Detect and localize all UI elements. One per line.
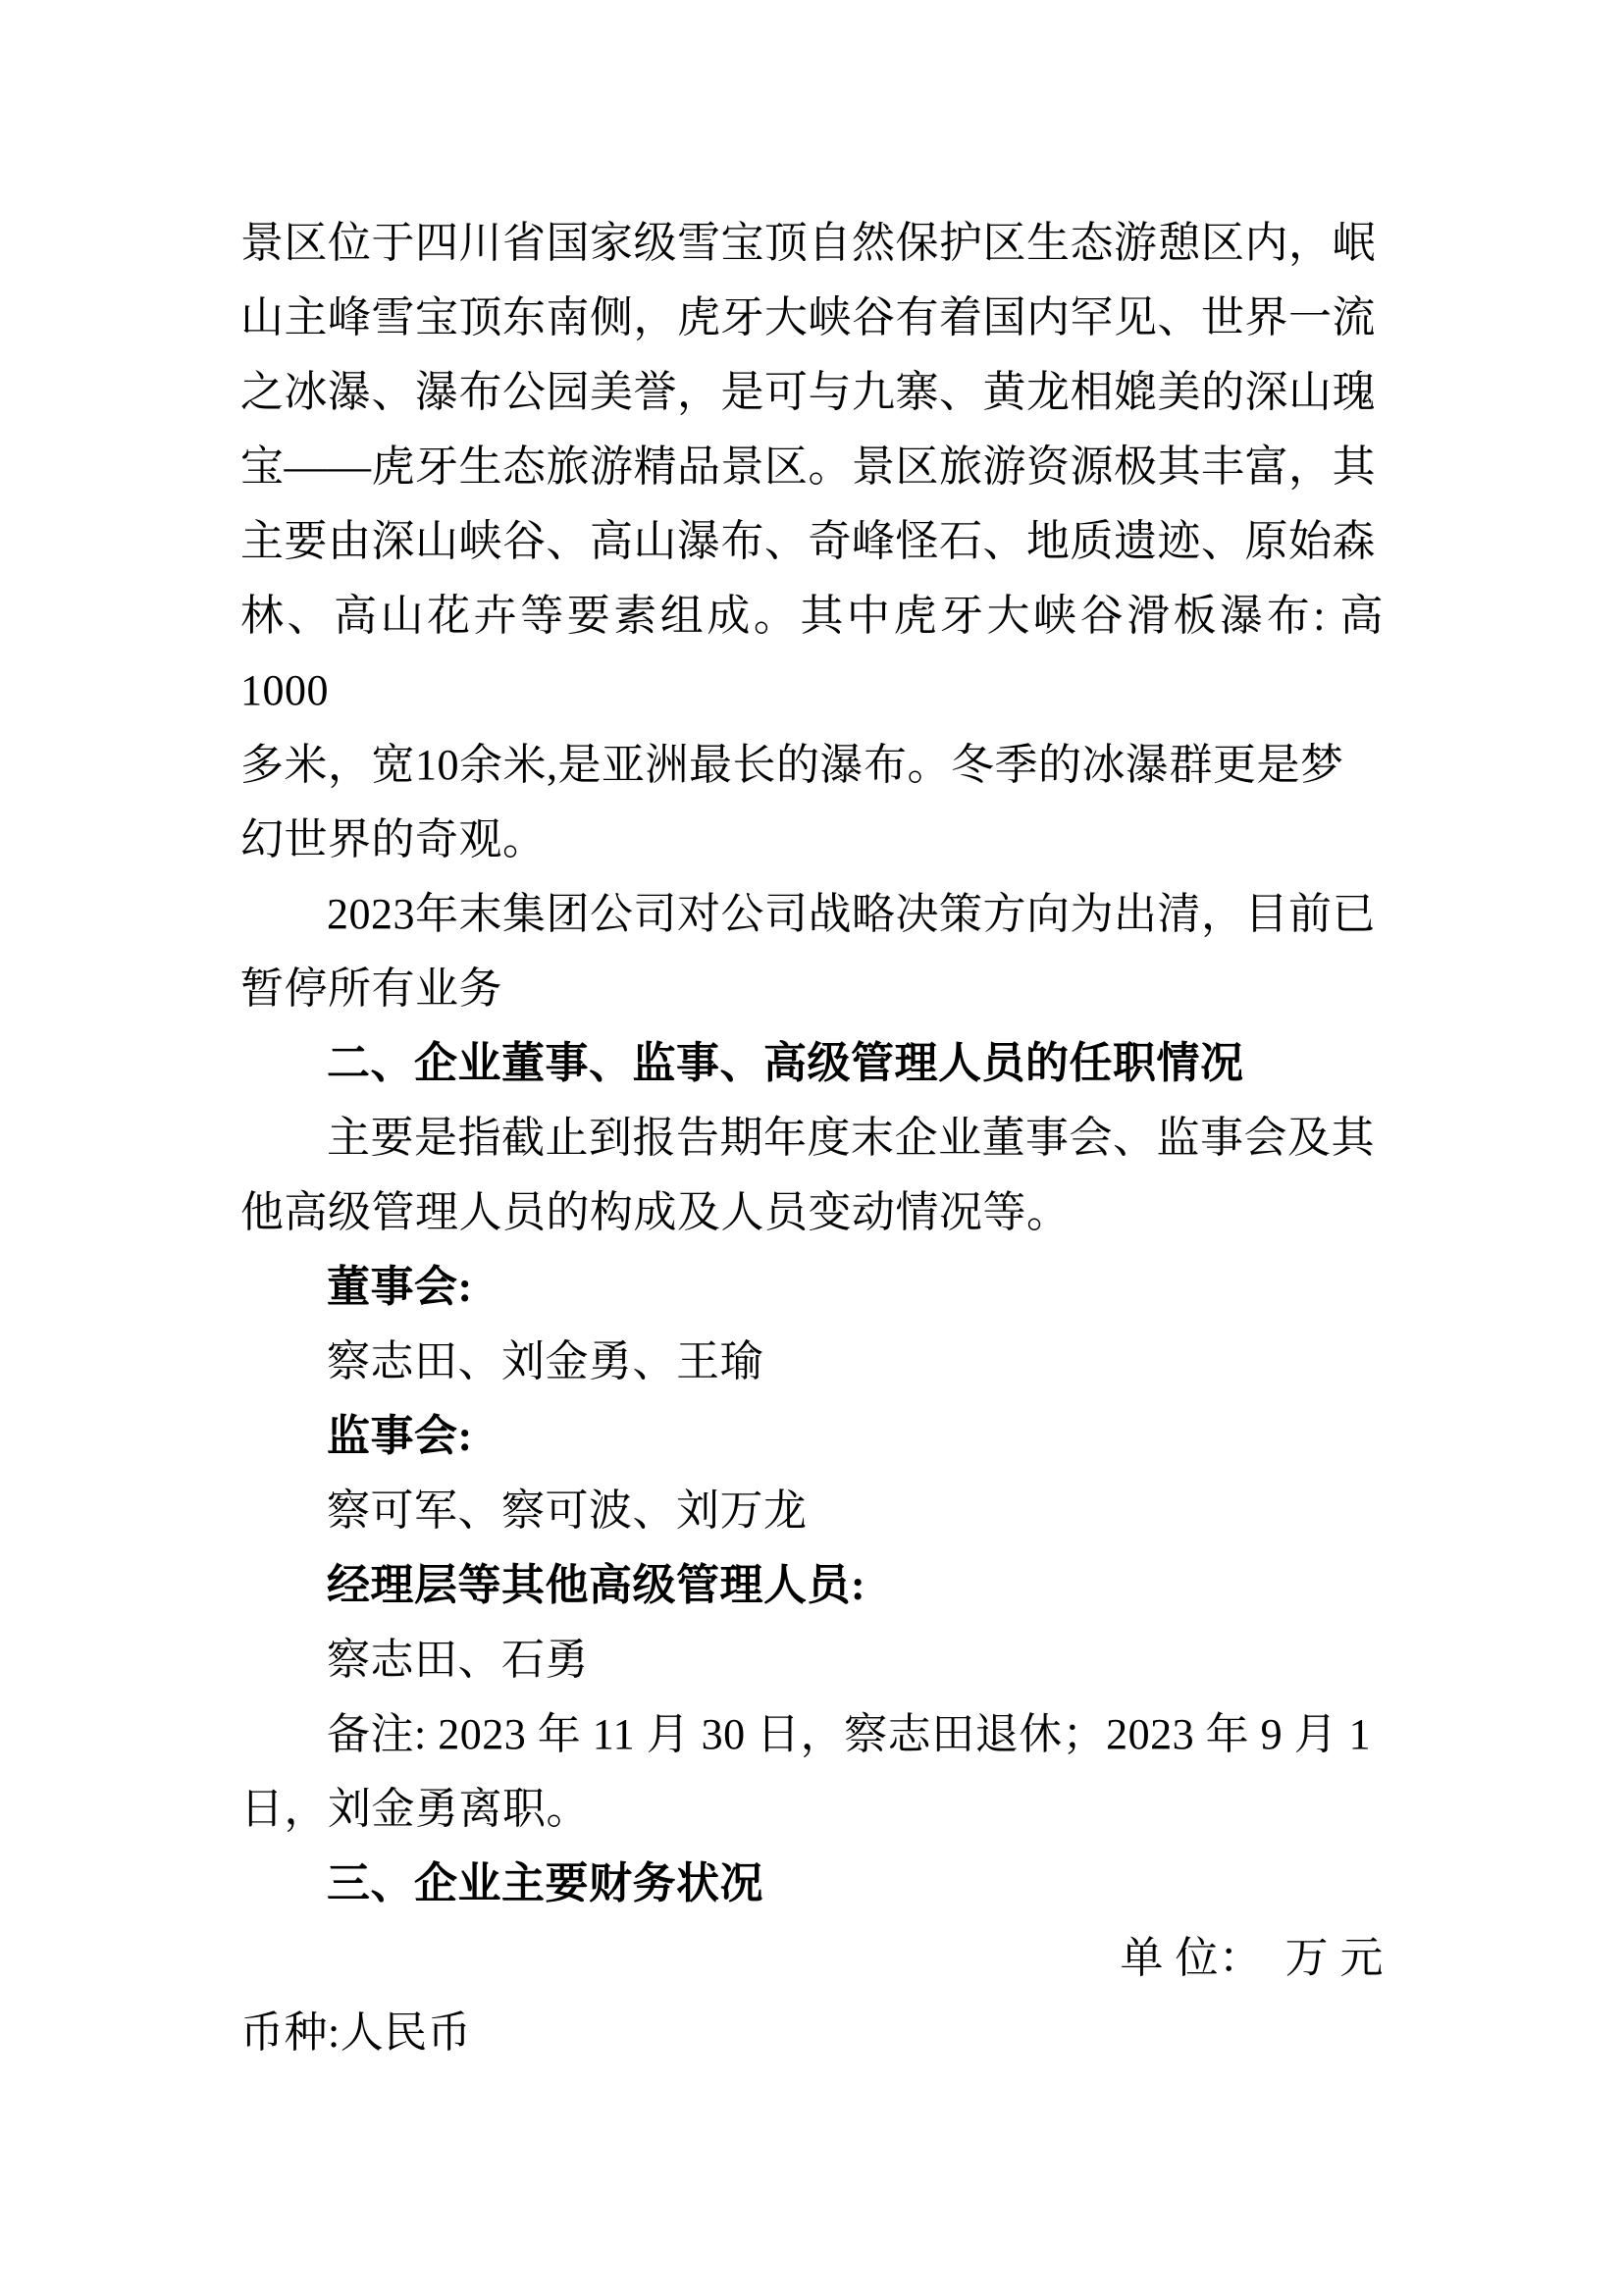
unit-label: 单 位： 万 元 [1120, 1934, 1384, 1982]
paragraph-line: 主要是指截止到报告期年度末企业董事会、监事会及其 [327, 1114, 1375, 1162]
paragraph-line: 景区位于四川省国家级雪宝顶自然保护区生态游憩区内，岷 [240, 219, 1376, 267]
paragraph-line: 他高级管理人员的构成及人员变动情况等。 [240, 1188, 1071, 1236]
paragraph-line: 2023年末集团公司对公司战略决策方向为出清，目前已 [327, 890, 1376, 938]
subheading-board: 董事会: [327, 1263, 473, 1311]
document-content [240, 206, 1384, 2070]
paragraph-line: 主要由深山峡谷、高山瀑布、奇峰怪石、地质遗迹、原始森 [240, 517, 1376, 565]
section-heading-officers: 二、企业董事、监事、高级管理人员的任职情况 [327, 1039, 1244, 1087]
board-members-line: 察志田、刘金勇、王瑜 [327, 1337, 763, 1385]
paragraph-line: 幻世界的奇观。 [240, 815, 547, 863]
subheading-supervisors: 监事会: [327, 1412, 473, 1460]
paragraph-line: 多米，宽10余米,是亚洲最长的瀑布。冬季的冰瀑群更是梦 [240, 741, 1344, 789]
supervisor-members-line: 察可军、察可波、刘万龙 [327, 1487, 808, 1535]
paragraph-line: 宝——虎牙生态旅游精品景区。景区旅游资源极其丰富，其 [240, 443, 1376, 491]
paragraph-line: 暂停所有业务 [240, 965, 502, 1013]
manager-members-line: 察志田、石勇 [327, 1636, 589, 1684]
paragraph-line: 之冰瀑、瀑布公园美誉，是可与九寨、黄龙相媲美的深山瑰 [240, 368, 1376, 416]
note-line: 备注: 2023 年 11 月 30 日，察志田退休；2023 年 9 月 1 [327, 1710, 1372, 1758]
paragraph-line: 山主峰雪宝顶东南侧，虎牙大峡谷有着国内罕见、世界一流 [240, 293, 1376, 341]
subheading-managers: 经理层等其他高级管理人员: [327, 1561, 866, 1609]
paragraph-line: 林、高山花卉等要素组成。其中虎牙大峡谷滑板瀑布: 高1000 [240, 592, 1384, 714]
currency-label: 币种:人民币 [240, 2008, 472, 2057]
section-heading-finance: 三、企业主要财务状况 [327, 1859, 763, 1907]
note-line: 日，刘金勇离职。 [240, 1785, 590, 1833]
